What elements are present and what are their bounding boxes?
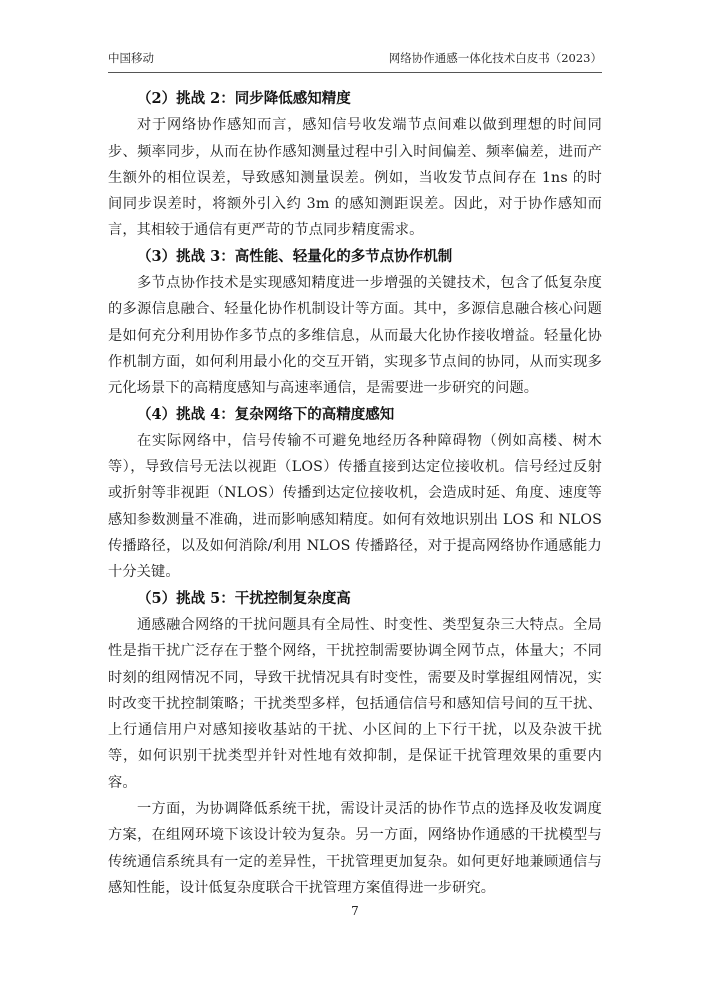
section-heading-challenge-5: （5）挑战 5：干扰控制复杂度高 xyxy=(137,589,351,607)
header-document-title: 网络协作通感一体化技术白皮书（2023） xyxy=(388,51,602,65)
section-heading-challenge-4: （4）挑战 4：复杂网络下的高精度感知 xyxy=(137,405,395,423)
page-header xyxy=(108,50,602,70)
section-paragraph: 对于网络协作感知而言，感知信号收发端节点间难以做到理想的时间同步、频率同步，从而在协作感知测量过程中引入时间偏差、频率偏差，进而产生额外的相位误差，导致感知测量误差。例如，当收发节点间存在 1ns 的时间同步误差时，将额外引入约 3m 的感知测距误差。因此，对于协作感知而言，其相较于通信有更严苛的节点同步精度需求。 xyxy=(108,117,602,239)
page-number: 7 xyxy=(351,904,359,918)
section-paragraph: 在实际网络中，信号传输不可避免地经历各种障碍物（例如高楼、树木等），导致信号无法以视距（LOS）传播直接到达定位接收机。信号经过反射或折射等非视距（NLOS）传播到达定位接收机，会造成时延、角度、速度等感知参数测量不准确，进而影响感知精度。如何有效地识别出 LOS 和 NLOS 传播路径，以及如何消除/利用 NLOS 传播路径，对于提高网络协作通感能力十分关键。 xyxy=(108,432,602,581)
section-paragraph: 通感融合网络的干扰问题具有全局性、时变性、类型复杂三大特点。全局性是指干扰广泛存在于整个网络，干扰控制需要协调全网节点，体量大；不同时刻的组网情况不同，导致干扰情况具有时变性，需要及时掌握组网情况，实时改变干扰控制策略；干扰类型多样，包括通信信号和感知信号间的互干扰、上行通信用户对感知接收基站的干扰、小区间的上下行干扰，以及杂波干扰等，如何识别干扰类型并针对性地有效抑制，是保证干扰管理效果的重要内容。 xyxy=(108,616,602,791)
section-paragraph: 多节点协作技术是实现感知精度进一步增强的关键技术，包含了低复杂度的多源信息融合、轻量化协作机制设计等方面。其中，多源信息融合核心问题是如何充分利用协作多节点的多维信息，从而最大化协作接收增益。轻量化协作机制方面，如何利用最小化的交互开销，实现多节点间的协同，从而实现多元化场景下的高精度感知与高速率通信，是需要进一步研究的问题。 xyxy=(108,275,602,397)
section-paragraph: 一方面，为协调降低系统干扰，需设计灵活的协作节点的选择及收发调度方案，在组网环境下该设计较为复杂。另一方面，网络协作通感的干扰模型与传统通信系统具有一定的差异性，干扰管理更加复杂。如何更好地兼顾通信与感知性能，设计低复杂度联合干扰管理方案值得进一步研究。 xyxy=(108,801,602,896)
document-body xyxy=(108,86,602,901)
section-heading-challenge-2: （2）挑战 2：同步降低感知精度 xyxy=(137,90,351,107)
section-heading-challenge-3: （3）挑战 3：高性能、轻量化的多节点协作机制 xyxy=(137,247,453,265)
header-company-name: 中国移动 xyxy=(108,51,154,65)
header-divider xyxy=(108,72,602,73)
